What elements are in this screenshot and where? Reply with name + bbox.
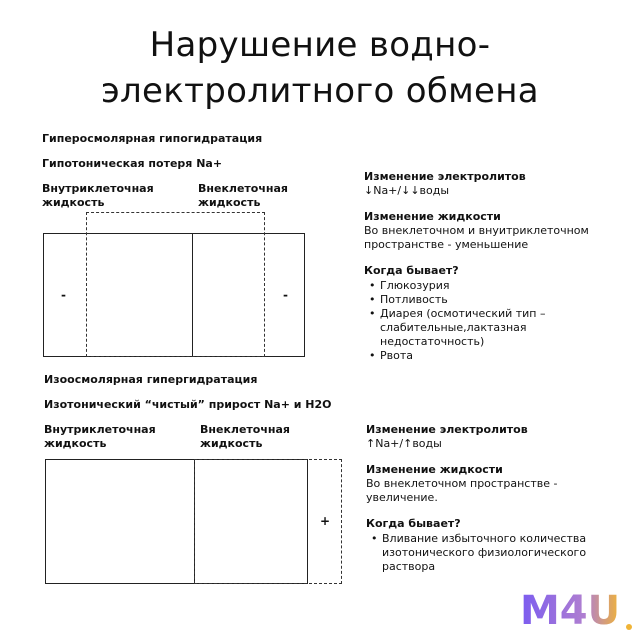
title-line-2: электролитного обмена xyxy=(101,71,539,111)
list-item: • Глюкозурия xyxy=(380,279,634,293)
section1-sign-right: - xyxy=(283,288,288,302)
section1-subheading: Гипотоническая потеря Na+ xyxy=(42,157,223,170)
logo-text: M4U xyxy=(520,588,621,632)
section1-fluid-value-2: пространстве - уменьшение xyxy=(364,238,529,251)
section1-diagram-dashed-region xyxy=(86,212,265,357)
section1-info xyxy=(364,170,634,363)
section2-sign-right: + xyxy=(320,514,331,528)
section2-info xyxy=(366,423,636,574)
list-item: • Потливость xyxy=(380,293,634,307)
section1-fluid-title: Изменение жидкости xyxy=(364,210,501,223)
section2-fluid-value-1: Во внеклеточном пространстве - xyxy=(366,477,558,490)
section1-when-list xyxy=(364,279,634,363)
section2-when-list xyxy=(366,532,636,574)
section1-when-title: Когда бывает? xyxy=(364,264,459,277)
title-line-1: Нарушение водно- xyxy=(149,25,491,65)
section2-label-extracellular: Внеклеточная жидкость xyxy=(200,423,290,450)
section1-label-extracellular: Внеклеточная жидкость xyxy=(198,182,288,209)
section2-when-title: Когда бывает? xyxy=(366,517,461,530)
section1-heading: Гиперосмолярная гипогидратация xyxy=(42,132,263,145)
list-item: • Диарея (осмотический тип – слабительные,лактазная недостаточность) xyxy=(380,307,634,349)
section1-fluid-value-1: Во внеклеточном и внуитриклеточном xyxy=(364,224,589,237)
section2-subheading: Изотонический “чистый” прирост Na+ и H2O xyxy=(44,398,332,411)
section2-heading: Изоосмолярная гипергидратация xyxy=(44,373,258,386)
section1-sign-left: - xyxy=(61,288,66,302)
section2-label-intracellular: Внутриклеточная жидкость xyxy=(44,423,156,450)
section2-fluid-title: Изменение жидкости xyxy=(366,463,503,476)
m4u-logo xyxy=(516,584,636,632)
list-item: • Рвота xyxy=(380,349,634,363)
section2-electrolytes-title: Изменение электролитов xyxy=(366,423,528,436)
section2-electrolytes-value: ↑Na+/↑воды xyxy=(366,437,442,450)
list-item: • Вливание избыточного количества изотонического физиологического раствора xyxy=(382,532,636,574)
section1-electrolytes-title: Изменение электролитов xyxy=(364,170,526,183)
logo-dot xyxy=(626,624,632,630)
section1-electrolytes-value: ↓Na+/↓↓воды xyxy=(364,184,450,197)
section2-fluid-value-2: увеличение. xyxy=(366,491,438,504)
section1-label-intracellular: Внутриклеточная жидкость xyxy=(42,182,154,209)
page-title xyxy=(0,22,640,114)
